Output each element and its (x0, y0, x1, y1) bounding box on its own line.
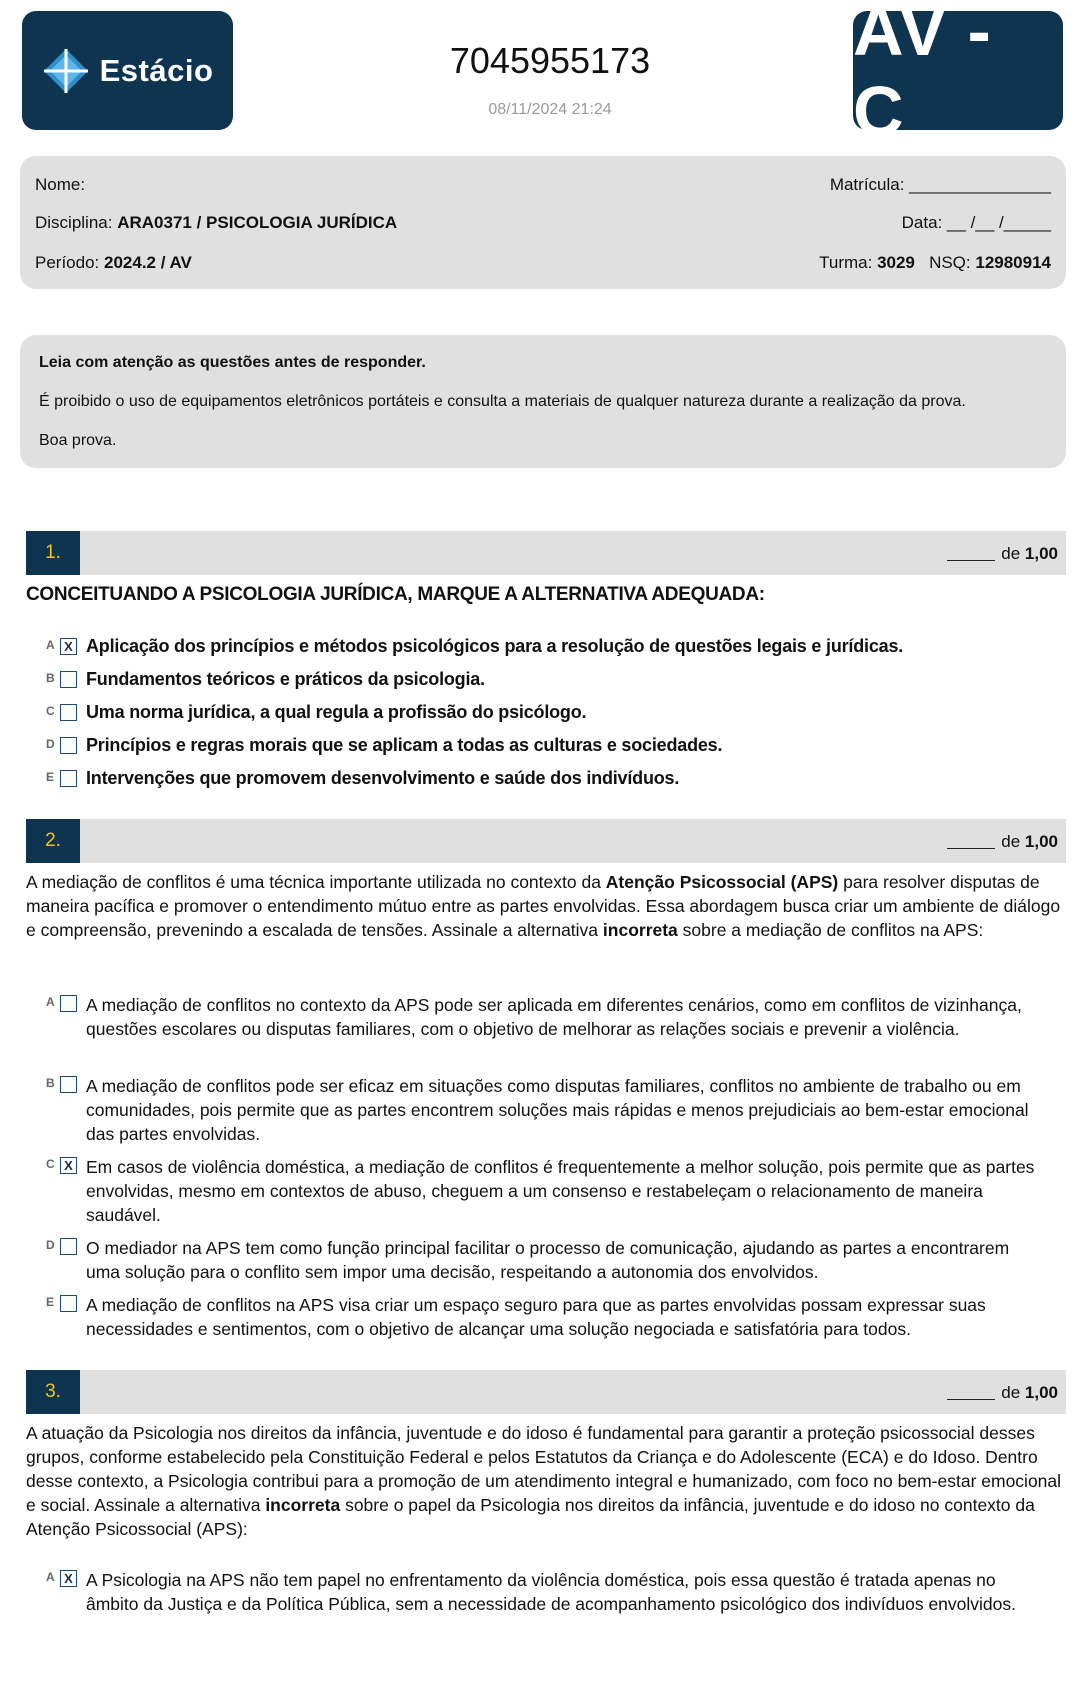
exam-datetime: 08/11/2024 21:24 (488, 101, 612, 118)
answer-checkbox[interactable] (60, 1076, 77, 1093)
option-c[interactable]: C Uma norma jurídica, a qual regula a profissão do psicólogo. (46, 702, 587, 722)
instructions-line-1: Leia com atenção as questões antes de responder. (39, 354, 426, 371)
question-title: CONCEITUANDO A PSICOLOGIA JURÍDICA, MARQUE A ALTERNATIVA ADEQUADA: (26, 584, 765, 605)
turma-value: 3029 (877, 253, 915, 272)
turma-nsq-field (819, 253, 1051, 273)
instructions-line-2: É proibido o uso de equipamentos eletrônicos portáteis e consulta a materiais de qualquer natureza durante a realização da prova. (39, 393, 966, 410)
option-d[interactable]: D Princípios e regras morais que se aplicam a todas as culturas e sociedades. (46, 735, 723, 755)
question-score: de 1,00 (947, 544, 1058, 564)
option-a[interactable]: A X Aplicação dos princípios e métodos psicológicos para a resolução de questões legais e jurídicas. (46, 636, 904, 656)
question-number: 2. (26, 819, 80, 863)
option-c[interactable]: C X Em casos de violência doméstica, a mediação de conflitos é frequentemente a melhor solução, pois permite que as partes envolvidas, mesmo em contextos de abuso, cheguem a um consenso e restabeleçam o relacionamento de maneira saudável. (46, 1157, 1035, 1225)
disciplina-label: Disciplina: (35, 213, 113, 232)
periodo-value: 2024.2 / AV (104, 253, 192, 272)
option-a[interactable]: A A mediação de conflitos no contexto da APS pode ser aplicada em diferentes cenários, como em conflitos de vizinhança, questões escolares ou disputas familiares, com o objetivo de melhorar as relações sociais e prevenir a violência. (46, 995, 1022, 1039)
exam-code: 7045955173 (449, 40, 651, 81)
data-label: Data: __ /__ /_____ (901, 213, 1051, 232)
question-score: de 1,00 (947, 832, 1058, 852)
question-number: 1. (26, 531, 80, 575)
option-d[interactable]: D O mediador na APS tem como função principal facilitar o processo de comunicação, ajudando as partes a encontrarem uma solução para o conflito sem impor uma decisão, respeitando a autonomia dos envolvidos. (46, 1238, 1010, 1282)
option-e[interactable]: E A mediação de conflitos na APS visa criar um espaço seguro para que as partes envolvidas possam expressar suas necessidades e sentimentos, com o objetivo de alcançar uma solução negociada e satisfatória para todos. (46, 1295, 986, 1339)
nsq-value: 12980914 (975, 253, 1051, 272)
question-header (26, 1370, 1066, 1414)
question-header (26, 531, 1066, 575)
answer-checkbox[interactable]: X (60, 1157, 77, 1174)
instructions-line-3: Boa prova. (39, 432, 117, 449)
answer-checkbox[interactable] (60, 995, 77, 1012)
estacio-logo-icon (42, 47, 90, 95)
answer-checkbox[interactable] (60, 770, 77, 787)
option-a[interactable]: A X A Psicologia na APS não tem papel no enfrentamento da violência doméstica, pois essa questão é tratada apenas no âmbito da Justiça e da Política Pública, sem a necessidade de acompanhamento psicológico dos indivíduos envolvidos. (46, 1570, 1016, 1614)
answer-checkbox[interactable] (60, 704, 77, 721)
exam-badge: AV - C (853, 11, 1063, 130)
periodo-field (35, 253, 192, 273)
option-e[interactable]: E Intervenções que promovem desenvolvimento e saúde dos indivíduos. (46, 768, 680, 788)
periodo-label: Período: (35, 253, 100, 272)
matricula-label: Matrícula: _______________ (829, 175, 1051, 194)
question-score: de 1,00 (947, 1383, 1058, 1403)
estacio-logo (22, 11, 233, 130)
nome-label: Nome: (35, 175, 86, 194)
answer-checkbox[interactable] (60, 1295, 77, 1312)
disciplina-value: ARA0371 / PSICOLOGIA JURÍDICA (117, 213, 398, 232)
question-number: 3. (26, 1370, 80, 1414)
answer-checkbox[interactable]: X (60, 1570, 77, 1587)
answer-checkbox[interactable]: X (60, 638, 77, 655)
disciplina-field (35, 213, 397, 233)
nsq-label: NSQ: (929, 253, 971, 272)
student-info-panel (20, 156, 1066, 289)
question-header (26, 819, 1066, 863)
option-b[interactable]: B Fundamentos teóricos e práticos da psicologia. (46, 669, 485, 689)
question-stem: A mediação de conflitos é uma técnica importante utilizada no contexto da Atenção Psicossocial (APS) para resolver disputas de maneira pacífica e promover o entendimento mútuo entre as partes envolvidas. Essa abordagem busca criar um ambiente de diálogo e compreensão, prevenindo a escalada de tensões. Assinale a alternativa incorreta sobre a mediação de conflitos na APS: (26, 872, 1061, 940)
answer-checkbox[interactable] (60, 671, 77, 688)
instructions-panel (20, 335, 1066, 468)
question-stem: A atuação da Psicologia nos direitos da infância, juventude e do idoso é fundamental para garantir a proteção psicossocial desses grupos, conforme estabelecido pela Constituição Federal e pelos Estatutos da Criança e do Adolescente (ECA) e do Idoso. Dentro desse contexto, a Psicologia contribui para a promoção de um atendimento integral e humanizado, com foco no bem-estar emocional e social. Assinale a alternativa incorreta sobre o papel da Psicologia nos direitos da infância, juventude e do idoso no contexto da Atenção Psicossocial (APS): (26, 1423, 1062, 1539)
answer-checkbox[interactable] (60, 737, 77, 754)
turma-label: Turma: (819, 253, 873, 272)
option-b[interactable]: B A mediação de conflitos pode ser eficaz em situações como disputas familiares, conflitos no ambiente de trabalho ou em comunidades, pois permite que as partes encontrem soluções mais rápidas e menos prejudiciais ao bem-estar emocional das partes envolvidas. (46, 1076, 1029, 1144)
brand-name: Estácio (99, 52, 214, 88)
answer-checkbox[interactable] (60, 1238, 77, 1255)
